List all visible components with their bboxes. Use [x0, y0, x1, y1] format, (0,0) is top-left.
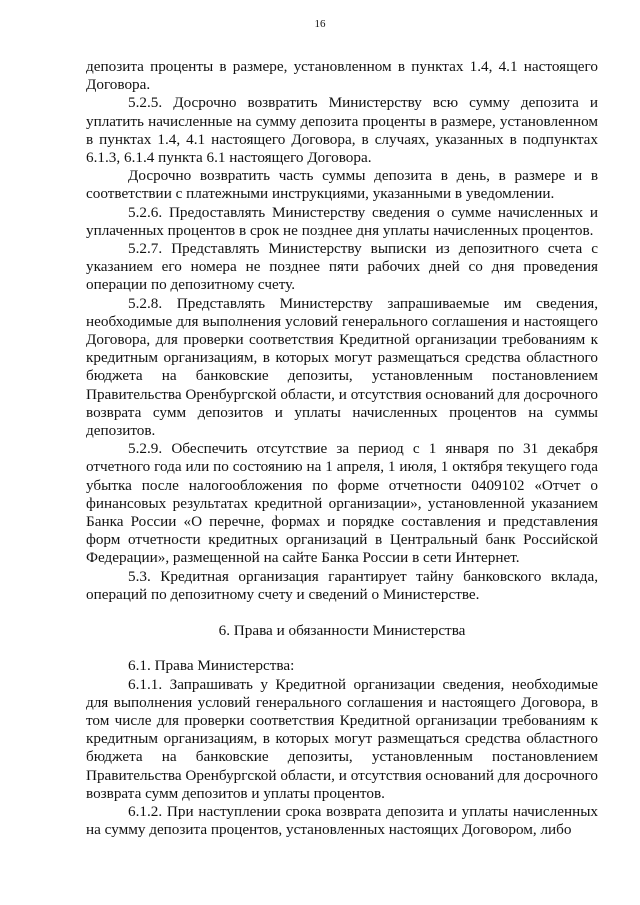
paragraph-5-2-6: 5.2.6. Предоставлять Министерству сведения о сумме начисленных и уплаченных процентов в срок не позднее дня уплаты начисленных процентов.: [86, 203, 598, 239]
paragraph: депозита проценты в размере, установленном в пунктах 1.4, 4.1 настоящего Договора.: [86, 58, 598, 94]
paragraph-5-2-5: 5.2.5. Досрочно возвратить Министерству всю сумму депозита и уплатить начисленные на сумму депозита проценты в размере, установленном в пунктах 1.4, 4.1 настоящего Договора, в случаях, указанных в подпунктах 6.1.3, 6.1.4 пункта 6.1 настоящего Договора.: [86, 94, 598, 167]
page-number: 16: [314, 18, 326, 30]
paragraph-6-1: 6.1. Права Министерства:: [128, 657, 295, 675]
paragraph-5-2-9: 5.2.9. Обеспечить отсутствие за период с 1 января по 31 декабря отчетного года или по состоянию на 1 апреля, 1 июля, 1 октября текущего года убытка после налогообложения по форме отчетности 0409102 «Отчет о финансовых результатах кредитной организации», установленной указанием Банка России «О перечне, формах и порядке составления и представления форм отчетности кредитных организаций в Центральный банк Российской Федерации», размещенной на сайте Банка России в сети Интернет.: [86, 440, 598, 567]
paragraph-5-3: 5.3. Кредитная организация гарантирует тайну банковского вклада, операций по депозитному счету и сведений о Министерстве.: [86, 567, 598, 603]
paragraph-5-2-7: 5.2.7. Представлять Министерству выписки из депозитного счета с указанием его номера не позднее пяти рабочих дней со дня проведения операции по депозитному счету.: [86, 240, 598, 294]
paragraph-partial-return: Досрочно возвратить часть суммы депозита в день, в размере и в соответствии с платежными инструкциями, указанными в уведомлении.: [86, 167, 598, 203]
paragraph-6-1-1: 6.1.1. Запрашивать у Кредитной организации сведения, необходимые для выполнения условий генерального соглашения и настоящего Договора, в том числе для проверки соответствия Кредитной организации требованиям к кредитным организациям, в которых могут размещаться средства областного бюджета на банковские депозиты, установленным постановлением Правительства Оренбургской области, и отсутствия оснований для досрочного возврата сумм депозитов и уплаты процентов.: [86, 675, 598, 802]
section-heading: 6. Права и обязанности Министерства: [218, 622, 466, 640]
paragraph-6-1-2: 6.1.2. При наступлении срока возврата депозита и уплаты начисленных на сумму депозита процентов, установленных настоящих Договором, либо: [86, 802, 598, 839]
document-body: [86, 58, 598, 839]
paragraph-5-2-8: 5.2.8. Представлять Министерству запрашиваемые им сведения, необходимые для выполнения условий генерального соглашения и настоящего Договора, для проверки соответствия Кредитной организации требованиям к кредитным организациям, в которых могут размещаться средства областного бюджета на банковские депозиты, установленным постановлением Правительства Оренбургской области, и отсутствия оснований для досрочного возврата сумм депозитов и уплаты начисленных процентов на суммы депозитов.: [86, 294, 598, 440]
